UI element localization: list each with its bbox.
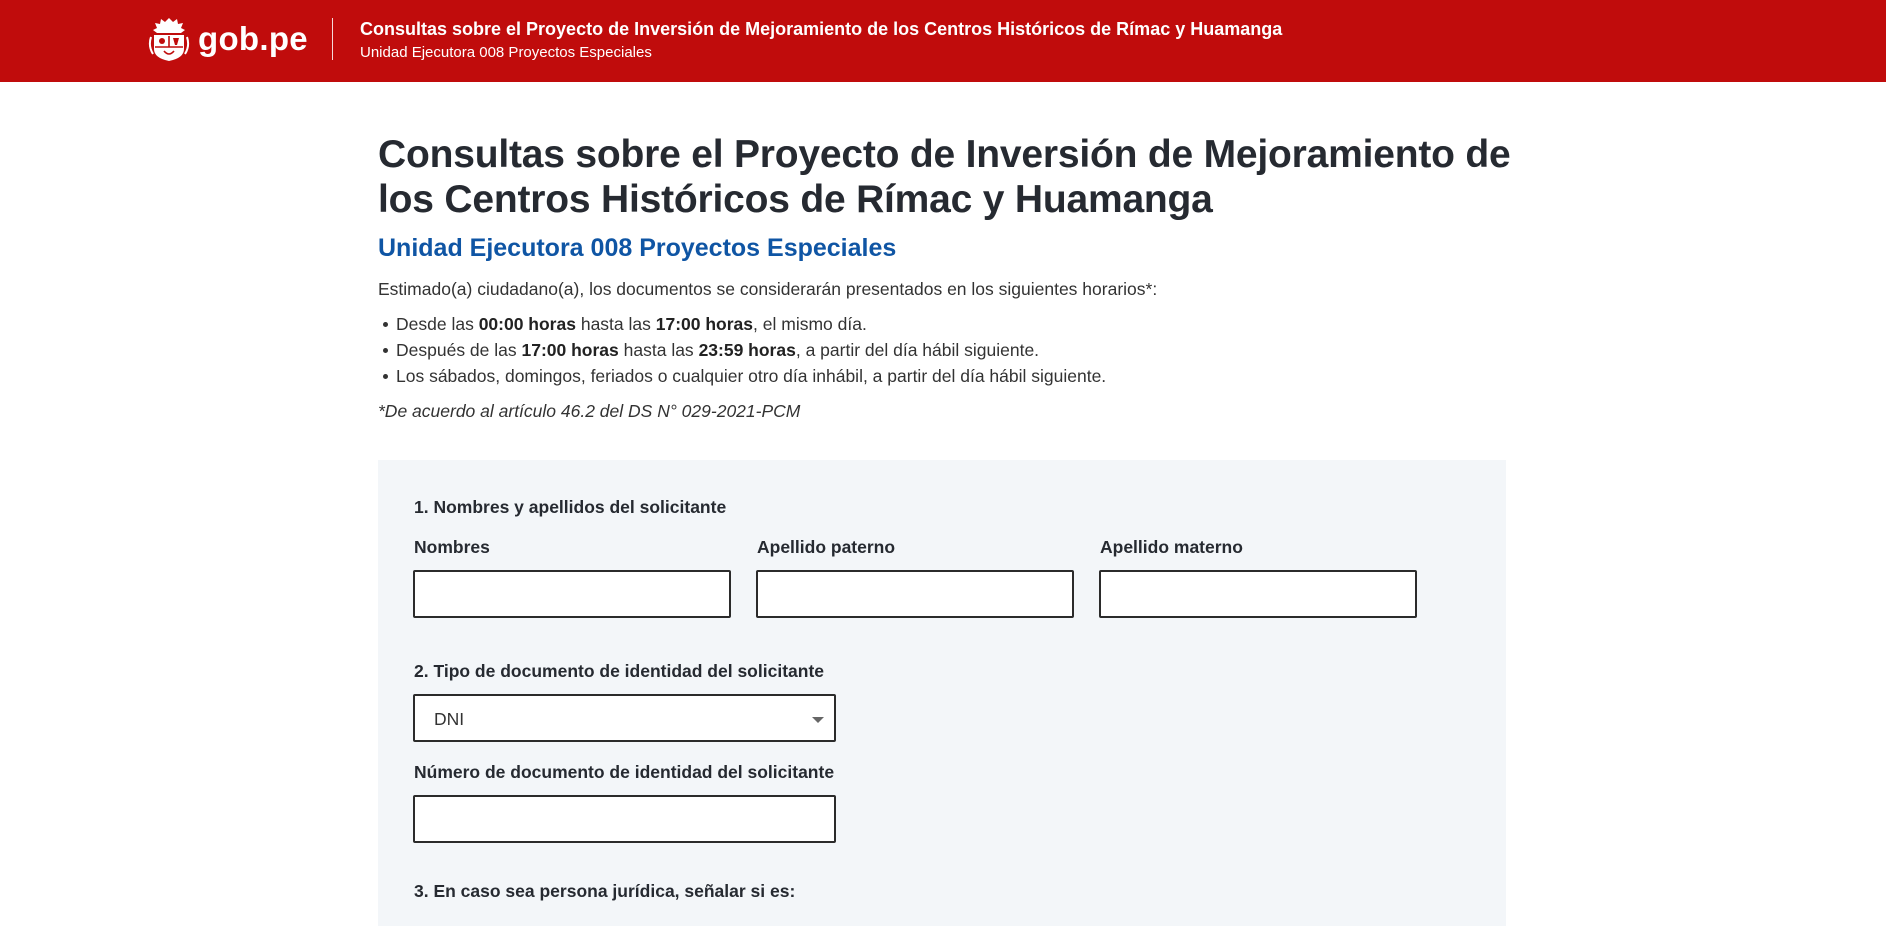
- schedule-text: , el mismo día.: [753, 314, 867, 334]
- schedule-time: 17:00 horas: [521, 340, 619, 360]
- section-1-label: 1. Nombres y apellidos del solicitante: [414, 497, 727, 517]
- page-title: Consultas sobre el Proyecto de Inversión de Mejoramiento de los Centros Históricos de Rímac y Huamanga: [378, 133, 1511, 221]
- apellido-paterno-input[interactable]: [756, 570, 1074, 618]
- schedule-item: [378, 363, 1106, 389]
- legal-footnote: *De acuerdo al artículo 46.2 del DS N° 029-2021-PCM: [378, 401, 801, 421]
- schedule-text: Los sábados, domingos, feriados o cualquier otro día inhábil, a partir del día hábil siguiente.: [396, 366, 1107, 386]
- nombres-input[interactable]: [413, 570, 731, 618]
- apellido-materno-label: Apellido materno: [1100, 537, 1243, 557]
- document-type-value: DNI: [434, 709, 465, 729]
- schedule-time: 00:00 horas: [478, 314, 576, 334]
- header-divider: [332, 18, 333, 60]
- gob-pe-home-link[interactable]: [148, 16, 308, 62]
- consulta-form: [378, 460, 1506, 926]
- schedule-time: 17:00 horas: [655, 314, 754, 334]
- brand-wordmark: gob.pe: [198, 20, 308, 57]
- apellido-paterno-label: Apellido paterno: [757, 537, 896, 557]
- apellido-materno-input[interactable]: [1099, 570, 1417, 618]
- document-number-label: Número de documento de identidad del solicitante: [414, 762, 835, 782]
- schedule-list: [378, 311, 1106, 389]
- schedule-text: hasta las: [575, 314, 656, 334]
- section-3-label: 3. En caso sea persona jurídica, señalar si es:: [414, 881, 796, 901]
- header-subtitle: Unidad Ejecutora 008 Proyectos Especiales: [360, 44, 652, 61]
- page-subtitle: Unidad Ejecutora 008 Proyectos Especiales: [378, 234, 897, 262]
- schedule-item: [378, 311, 1106, 337]
- schedule-text: Después de las: [396, 340, 522, 360]
- header-title: Consultas sobre el Proyecto de Inversión de Mejoramiento de los Centros Históricos de Rímac y Huamanga: [360, 19, 1283, 39]
- chevron-down-icon: [812, 717, 824, 723]
- intro-text: Estimado(a) ciudadano(a), los documentos se considerarán presentados en los siguientes horarios*:: [378, 279, 1158, 299]
- schedule-text: Desde las: [396, 314, 479, 334]
- peru-coat-of-arms-icon: [148, 16, 190, 62]
- document-number-input[interactable]: [413, 795, 836, 843]
- section-2-label: 2. Tipo de documento de identidad del solicitante: [414, 661, 825, 681]
- document-type-select[interactable]: [413, 694, 836, 742]
- schedule-time: 23:59 horas: [698, 340, 796, 360]
- top-header: [0, 0, 1886, 82]
- schedule-text: , a partir del día hábil siguiente.: [795, 340, 1040, 360]
- schedule-text: hasta las: [618, 340, 699, 360]
- schedule-item: [378, 337, 1106, 363]
- nombres-label: Nombres: [414, 537, 490, 557]
